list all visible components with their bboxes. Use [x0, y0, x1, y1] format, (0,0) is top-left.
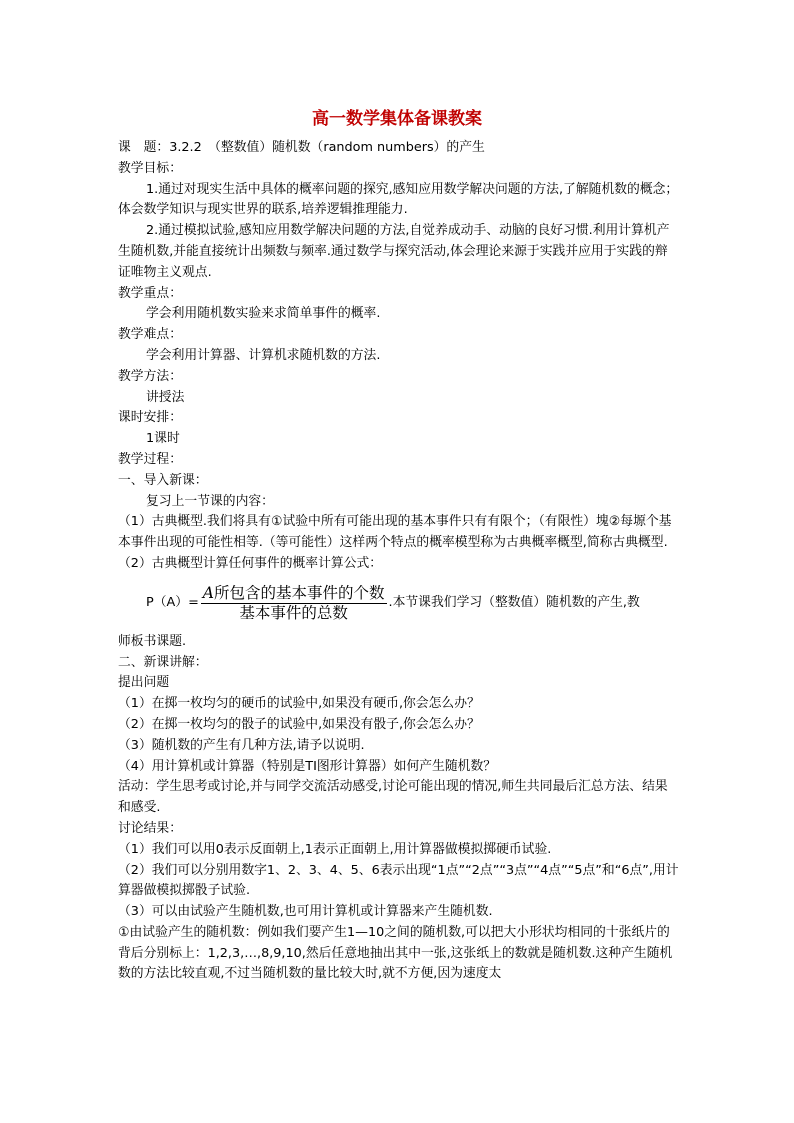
part1-heading: 一、导入新课：: [118, 472, 208, 488]
question-3: （3）随机数的产生有几种方法,请予以说明.: [118, 737, 365, 753]
question-4: （4）用计算机或计算器（特别是TI图形计算器）如何产生随机数？: [118, 758, 497, 774]
key-heading: 教学重点：: [118, 285, 182, 301]
process-heading: 教学过程：: [118, 451, 182, 467]
course-line: 课 题：3.2.2 （整数值）随机数（random numbers）的产生: [118, 140, 485, 155]
ask-heading: 提出问题: [118, 675, 170, 691]
formula-continuation: 师板书课题.: [118, 633, 187, 649]
document-body: [118, 138, 680, 985]
formula-numerator-text: 所包含的基本事件的个数: [214, 584, 385, 603]
formula-numerator-variable: A: [202, 584, 214, 603]
result-1: （1）我们可以用0表示反面朝上,1表示正面朝上,用计算器做模拟掷硬币试验.: [118, 841, 552, 857]
probability-formula: [146, 584, 680, 624]
difficulty-text: 学会利用计算器、计算机求随机数的方法.: [146, 347, 381, 363]
formula-trailing-text: .本节课我们学习（整数值）随机数的产生,教: [388, 595, 640, 611]
review-text: 复习上一节课的内容：: [146, 493, 274, 509]
review-point-1: （1）古典概型.我们将具有①试验中所有可能出现的基本事件只有有限个；（有限性）塊②每塬个基本事件出现的可能性相等.（等可能性）这样两个特点的概率模型称为古典概率概型,简称古典概型.: [118, 514, 672, 551]
formula-fraction: [201, 584, 387, 623]
difficulty-heading: 教学难点：: [118, 327, 182, 343]
review-point-2: （2）古典概型计算任何事件的概率计算公式：: [118, 555, 383, 571]
result-heading: 讨论结果：: [118, 820, 182, 836]
result-2: （2）我们可以分别用数字1、2、3、4、5、6表示出现“1点”“2点”“3点”“4点”“5点”和“6点”,用计算器做模拟掷骰子试验.: [118, 862, 679, 899]
page-title: 高一数学集体备课教案: [312, 109, 482, 129]
result-3: （3）可以由试验产生随机数,也可用计算机或计算器来产生随机数.: [118, 904, 493, 920]
formula-numerator: [201, 584, 387, 604]
goals-heading: 教学目标：: [118, 160, 182, 176]
question-1: （1）在掷一枚均匀的硬币的试验中,如果没有硬币,你会怎么办？: [118, 696, 480, 712]
activity-text: 活动：学生思考或讨论,并与同学交流活动感受,讨论可能出现的情况,师生共同最后汇总方法、结果和感受.: [118, 779, 668, 816]
hours-text: 1课时: [146, 431, 180, 447]
formula-lhs: P（A）=: [146, 595, 199, 611]
result-3-detail: ①由试验产生的随机数：例如我们要产生1—10之间的随机数,可以把大小形状均相同的十张纸片的背后分别标上：1,2,3,…,8,9,10,然后任意地抽出其中一张,这张纸上的数就是随机数.这种产生随机数的方法比较直观,不过当随机数的量比较大时,就不方便,因为速度太: [118, 924, 673, 982]
part2-heading: 二、新课讲解：: [118, 654, 208, 670]
method-heading: 教学方法：: [118, 368, 182, 384]
goal-2: 2.通过模拟试验,感知应用数学解决问题的方法,自觉养成动手、动脑的良好习惯.利用计算机产生随机数,并能直接统计出频数与频率.通过数学与探究活动,体会理论来源于实践并应用于实践的辩证唯物主义观点.: [118, 223, 670, 280]
question-2: （2）在掷一枚均匀的骰子的试验中,如果没有骰子,你会怎么办？: [118, 716, 480, 732]
method-text: 讲授法: [146, 389, 185, 405]
formula-denominator: 基本事件的总数: [239, 604, 348, 623]
goal-1: 1.通过对现实生活中具体的概率问题的探究,感知应用数学解决问题的方法,了解随机数的概念；体会数学知识与现实世界的联系,培养逻辑推理能力.: [118, 181, 679, 218]
key-text: 学会利用随机数实验来求简单事件的概率.: [146, 306, 381, 322]
hours-heading: 课时安排：: [118, 410, 182, 426]
